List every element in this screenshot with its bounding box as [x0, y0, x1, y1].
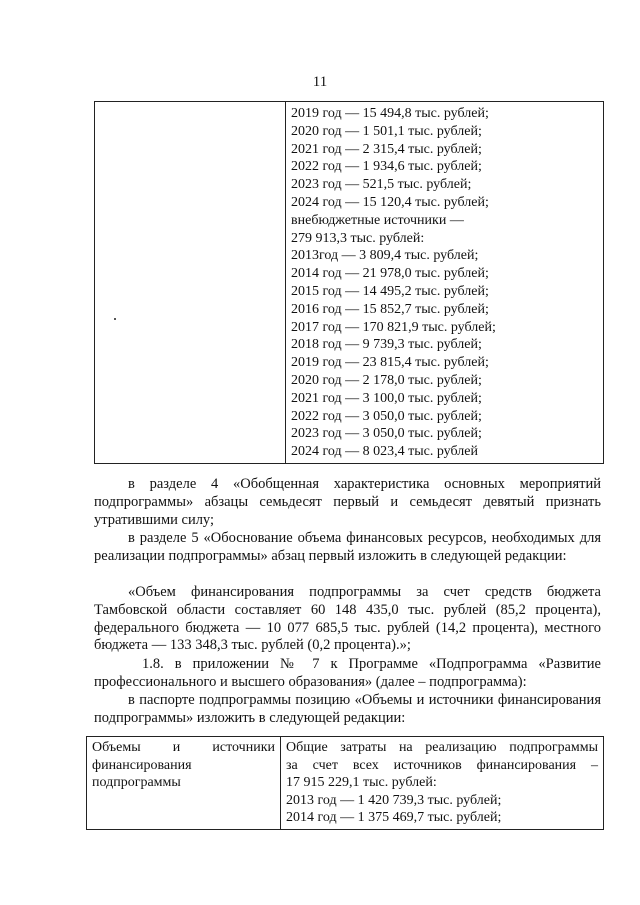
passport-value-line: за счет всех источников финансирования –	[286, 757, 598, 773]
funding-line: 2021 год — 2 315,4 тыс. рублей;	[291, 141, 482, 157]
paragraph-item-1-8: 1.8. в приложении № 7 к Программе «Подпрограмма «Развитие профессионального и высшего образования» (далее – подпрограмма):	[94, 656, 601, 690]
passport-value-cell	[281, 737, 604, 830]
scan-dot	[114, 318, 116, 320]
passport-label-line: финансирования	[92, 757, 192, 773]
paragraph-section-5: в разделе 5 «Обоснование объема финансовых ресурсов, необходимых для реализации подпрограммы» абзац первый изложить в следующей редакции:	[94, 530, 601, 564]
passport-value-line: 2014 год — 1 375 469,7 тыс. рублей;	[286, 810, 502, 826]
passport-value-line: 2013 год — 1 420 739,3 тыс. рублей;	[286, 792, 502, 808]
funding-line: 2022 год — 1 934,6 тыс. рублей;	[291, 159, 482, 175]
paragraph-section-4: в разделе 4 «Обобщенная характеристика основных мероприятий подпрограммы» абзацы семьдесят первый и семьдесят девятый признать утратившими силу;	[94, 476, 601, 528]
funding-line: 2018 год — 9 739,3 тыс. рублей;	[291, 337, 482, 353]
funding-line: внебюджетные источники —	[291, 212, 464, 228]
funding-line: 279 913,3 тыс. рублей:	[291, 230, 425, 246]
funding-line: 2013год — 3 809,4 тыс. рублей;	[291, 248, 479, 264]
funding-line: 2023 год — 3 050,0 тыс. рублей;	[291, 426, 482, 442]
funding-line: 2014 год — 21 978,0 тыс. рублей;	[291, 266, 489, 282]
top-continuation-table	[94, 101, 604, 464]
funding-line: 2022 год — 3 050,0 тыс. рублей;	[291, 408, 482, 424]
funding-line: 2023 год — 521,5 тыс. рублей;	[291, 177, 472, 193]
passport-label-line: Объемы и источники	[92, 740, 275, 755]
funding-line: 2021 год — 3 100,0 тыс. рублей;	[291, 390, 482, 406]
funding-line: 2020 год — 1 501,1 тыс. рублей;	[291, 123, 482, 139]
funding-line: 2024 год — 8 023,4 тыс. рублей	[291, 444, 478, 460]
bottom-passport-table	[86, 736, 604, 830]
funding-line: 2019 год — 23 815,4 тыс. рублей;	[291, 355, 489, 371]
funding-line: 2016 год — 15 852,7 тыс. рублей;	[291, 301, 489, 317]
funding-line: 2020 год — 2 178,0 тыс. рублей;	[291, 372, 482, 388]
passport-value-line: 17 915 229,1 тыс. рублей:	[286, 775, 437, 791]
page-number: 11	[312, 74, 328, 90]
funding-line: 2019 год — 15 494,8 тыс. рублей;	[291, 106, 489, 121]
paragraph-quote: «Объем финансирования подпрограммы за счет средств бюджета Тамбовской области составляет 60 148 435,0 тыс. рублей (85,2 процента), федерального бюджета — 10 077 685,5 тыс. рублей (14,2 процента), местного бюджета — 133 348,3 тыс. рублей (0,2 процента).»;	[94, 584, 601, 654]
funding-line: 2017 год — 170 821,9 тыс. рублей;	[291, 319, 496, 335]
funding-line: 2015 год — 14 495,2 тыс. рублей;	[291, 283, 489, 299]
paragraph-passport: в паспорте подпрограммы позицию «Объемы и источники финансирования подпрограммы» изложить в следующей редакции:	[94, 692, 601, 726]
funding-line: 2024 год — 15 120,4 тыс. рублей;	[291, 194, 489, 210]
passport-label-cell	[87, 737, 281, 830]
top-table-left-cell	[95, 102, 286, 464]
passport-label-line: подпрограммы	[92, 775, 181, 791]
passport-value-line: Общие затраты на реализацию подпрограммы	[286, 740, 598, 755]
top-table-right-cell	[286, 102, 604, 464]
